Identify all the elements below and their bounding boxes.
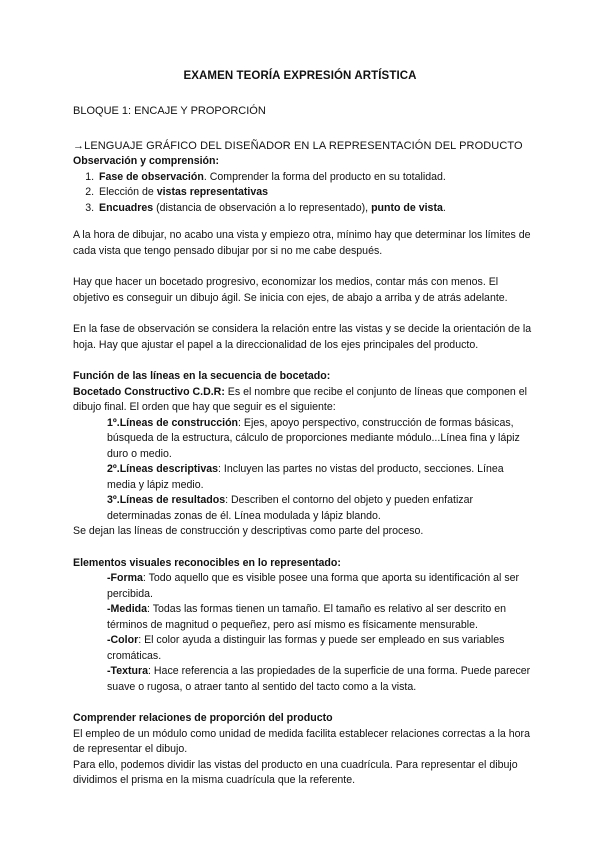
lang-heading: →LENGUAJE GRÁFICO DEL DISEÑADOR EN LA REPRESENTACIÓN DEL PRODUCTO	[73, 139, 523, 152]
observation-item: 2. Elección de vistas representativas	[97, 185, 533, 201]
observation-item: 1. Fase de observación. Comprender la forma del producto en su totalidad.	[97, 170, 533, 186]
proportion-heading: Comprender relaciones de proporción del producto	[73, 712, 333, 724]
visual-item: -Medida: Todas las formas tienen un tamaño. El tamaño es relativo al ser descrito en términos de magnitud o pequeñez, pero así mismo es físicamente mensurable.	[107, 603, 507, 631]
cdr-paragraph: Bocetado Constructivo C.D.R: Es el nombre que recibe el conjunto de líneas que componen el dibujo final. El orden que hay que seguir es el siguiente:	[73, 385, 527, 413]
paragraph: En la fase de observación se considera la relación entre las vistas y se decide la orientación de la hoja. Hay que ajustar el papel a la direccionalidad de los ejes principales del producto.	[73, 323, 532, 351]
visual-item: -Color: El color ayuda a distinguir las formas y puede ser empleado en sus variables cromáticas.	[107, 634, 505, 662]
line-type-item: 1º.Líneas de construcción: Ejes, apoyo perspectivo, construcción de formas básicas, búsqueda de la estructura, cálculo de proporciones mediante módulo...Línea fina y lápiz duro o medio.	[107, 416, 520, 460]
lines-heading: Función de las líneas en la secuencia de bocetado:	[73, 370, 331, 382]
proportion-paragraph: El empleo de un módulo como unidad de medida facilita establecer relaciones correctas a la hora de representar el dibujo.	[73, 727, 530, 755]
paragraph: A la hora de dibujar, no acabo una vista y empiezo otra, mínimo hay que determinar los límites de cada vista que tengo pensado dibujar por si no me cabe después.	[73, 229, 531, 257]
document-title: EXAMEN TEORÍA EXPRESIÓN ARTÍSTICA	[183, 70, 417, 82]
line-type-item: 2º.Líneas descriptivas: Incluyen las partes no vistas del producto, secciones. Línea media y lápiz medio.	[107, 463, 504, 491]
document-body	[73, 104, 533, 789]
visual-item: -Forma: Todo aquello que es visible posee una forma que aporta su identificación al ser percibida.	[107, 572, 520, 600]
observation-heading: Observación y comprensión:	[73, 155, 220, 167]
visual-item: -Textura: Hace referencia a las propiedades de la superficie de una forma. Puede parecer suave o rugosa, o atraer tanto al sentido del tacto como a la vista.	[107, 665, 531, 693]
visual-heading: Elementos visuales reconocibles en lo representado:	[73, 556, 341, 569]
observation-list	[73, 170, 533, 217]
observation-item: 3. Encuadres (distancia de observación a lo representado), punto de vista.	[97, 201, 533, 217]
paragraph: Hay que hacer un bocetado progresivo, economizar los medios, contar más con menos. El objetivo es conseguir un dibujo ágil. Se inicia con ejes, de abajo a arriba y de atrás adelante.	[73, 276, 508, 304]
block-title: BLOQUE 1: ENCAJE Y PROPORCIÓN	[73, 105, 266, 117]
line-type-item: 3º.Líneas de resultados: Describen el contorno del objeto y pueden enfatizar determinadas zonas de él. Línea modulada y lápiz blando.	[107, 494, 474, 522]
proportion-paragraph: Para ello, podemos dividir las vistas del producto en una cuadrícula. Para representar el dibujo dividimos el prisma en la misma cuadrícula que la referente.	[73, 758, 518, 786]
lines-closing: Se dejan las líneas de construcción y descriptivas como parte del proceso.	[73, 525, 424, 537]
